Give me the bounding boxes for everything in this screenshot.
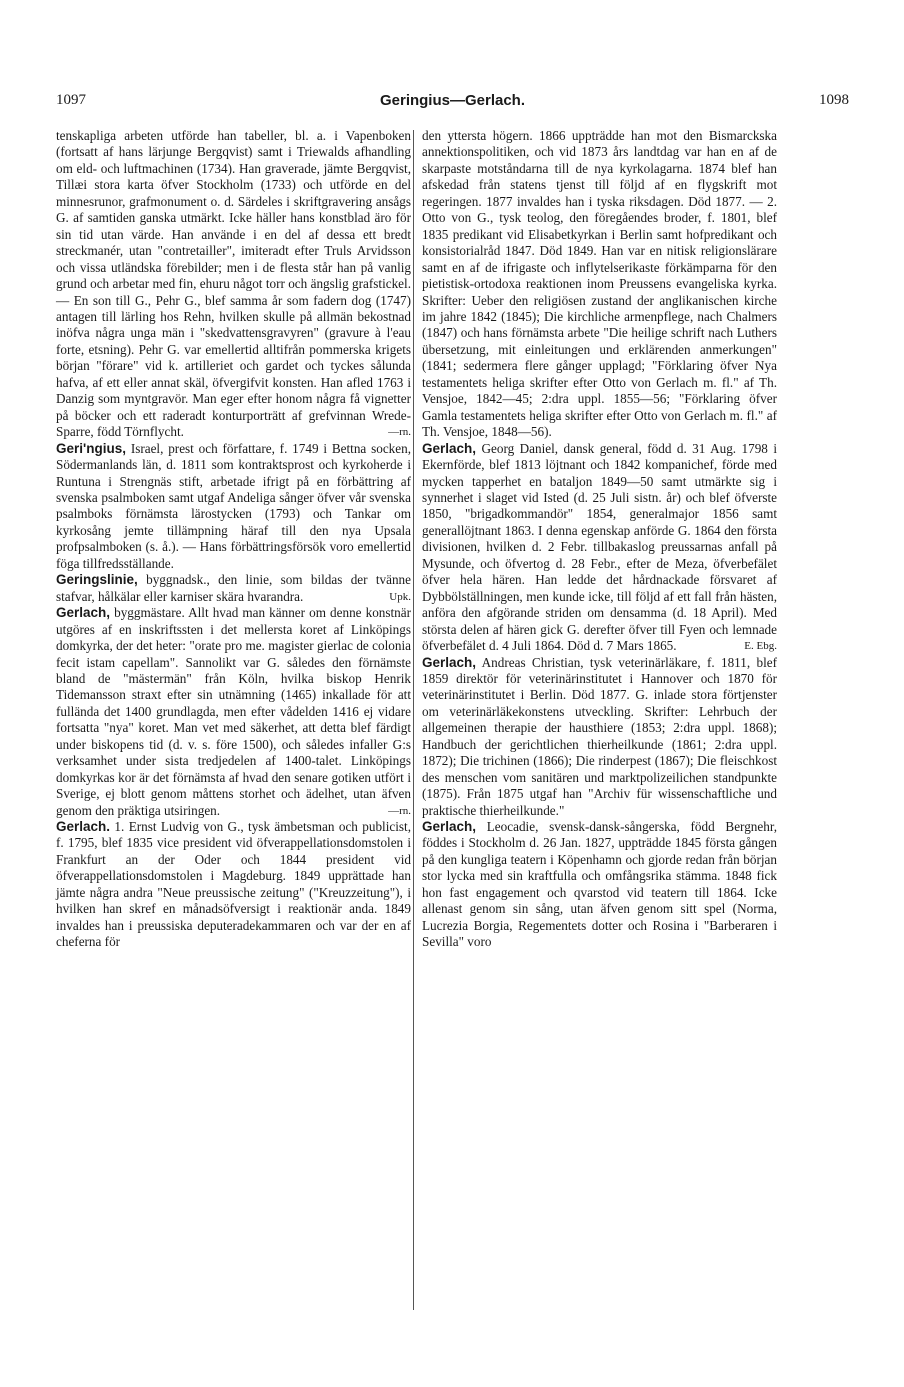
entry <box>56 819 411 951</box>
entry-headword: Gerlach. <box>56 819 111 835</box>
entry <box>56 605 411 819</box>
entry-text: tenskapliga arbeten utförde han tabeller, bl. a. i Vapenboken (fortsatt af hans lärjunge Bergqvist) samt i Triewalds afhandling om eld- och luftmachinen (1734). Han graverade, jämte Bergqvist, Tillæi stora karta öfver Stockholm (1733) och utförde en del minnesrunor, grafmonument o. d. Särdeles i skriftgravering ansågs G. af samtiden ganska utmärkt. Icke häller hans konstblad äro för sin tid utan värde. Han använde i en del af dessa ett bredt streckmanér, utan "contretailler", imiteradt efter Truls Arvidsson och vissa utländska förebilder; men i de flesta står han på vanlig grund och arbetar med fin, ehuru något torr och ängslig grafstickel. — En son till G., Pehr G., blef samma år som fadern dog (1747) antagen till lärling hos Rehn, hvilken skulle på allmän bekostnad inöfva några unga män i "skedvattensgravyren" (gravure à l'eau forte, etsning). Pehr G. var emellertid alltifrån pommerska krigets början "förare" vid k. artilleriet och gardet och tyckes sålunda hafva, af ett eller annat skäl, öfvergifvit konsten. Han afled 1763 i Danzig som myntgravör. Man eger efter honom några få vignetter på böcker och ett raderadt konturporträtt af grefvinnan Wrede-Sparre, född Törnflycht. <box>56 128 411 440</box>
entry-headword: Gerlach, <box>422 654 477 670</box>
entry-text: Israel, prest och författare, f. 1749 i Bettna socken, Södermanlands län, d. 1811 som kontraktsprost och kyrkoherde i Runtuna i Strengnäs stift, arbetade ifrigt på en förbättring af svenska psalmboken samt utgaf Andeliga sånger öfver vår svenska psalmboks förnämsta lärostycken (1793) och Tankar om kyrkosång jemte tillämpning häraf till den nya Upsala profpsalmboken (s. å.). — Hans förbättringsförsök voro emellertid föga tillfredsställande. <box>56 440 412 571</box>
page-number-left: 1097 <box>56 92 86 108</box>
running-head: Geringius—Gerlach. <box>379 92 526 109</box>
entry-text: Leocadie, svensk-dansk-sångerska, född Bergnehr, föddes i Stockholm d. 26 Jan. 1827, uppträdde 1845 första gången på den kungliga teatern i Köpenhamn och gjorde redan från början stor lycka med sin kraftfulla och omfångsrika stämma. 1848 fick hon fast engagement och qvarstod vid teatern till 1864. Icke allenast genom sin sång, utan äfven genom sitt spel (Norma, Lucrezia Borgia, Regementets dotter och Rosina i "Barberaren i Sevilla" voro <box>422 819 777 950</box>
entry-text: 1. Ernst Ludvig von G., tysk ämbetsman och publicist, f. 1795, blef 1835 vice president vid öfverappellationsdomstolen i Frankfurt an der Oder och 1844 president vid öfverappellationsdomstolen i Magdeburg. 1849 upprättade han jämte några andra "Neue preussische zeitung" ("Kreuzzeitung"), i hvilken han skref en månadsöfversigt i reaktionär anda. 1849 invaldes han i preussiska deputeradekammaren och var der en af cheferna för <box>56 819 411 950</box>
entry-text: Georg Daniel, dansk general, född d. 31 Aug. 1798 i Ekernförde, blef 1813 löjtnant och 1842 kompanichef, förde med mycken tapperhet en bataljon 1849—50 samt utmärkte sig i synnerhet i slaget vid Isted (d. 25 Juli sistn. år) och blef öfverste 1850, "brigadkommandör" 1854, generalmajor 1856 samt generallöjtnant 1863. I denna egenskap anförde G. 1864 den första divisionen, hvilken d. 2 Febr. tillbakaslog preussarnas anfall på Mysunde, och öfvertog d. 28 Febr., efter de Meza, öfverbefälet öfver hela hären. Han ledde det hårdnackade försvaret af Dybbölställningen, men kunde icke, till följd af ett fall från hästen, anföra den afgörande striden om densamma (d. 18 April). Med största delen af hären gick G. derefter öfver till Fyen och lemnade öfverbefälet d. 4 Juli 1864. Död d. 7 Mars 1865. <box>422 440 777 654</box>
entry <box>422 655 777 820</box>
entry-text: byggnadsk., den linie, som bildas der tvänne stafvar, hålkälar eller karniser skära hvarandra. <box>56 572 411 604</box>
entry-headword: Gerlach, <box>422 819 477 835</box>
entry-headword: Gerlach, <box>422 440 477 456</box>
entry <box>422 441 777 655</box>
entry-signature: —rn. <box>388 804 411 817</box>
left-column <box>56 128 411 951</box>
page-number-right: 1098 <box>819 92 849 108</box>
entry-headword: Gerlach, <box>56 605 111 621</box>
entry-text: byggmästare. Allt hvad man känner om denne konstnär utgöres af en inskriftssten i det mellersta koret af Linköpings domkyrka, der det heter: "orate pro me. magister gierlac de colonia fecit istam capellam". Sannolikt var G. således den förnämste bland de "mästermän" från Köln, hvilka biskop Henrik Tidemansson straxt efter sin utnämning (1465) inkallade för att fullända det 1400 grundlagda, men efter vådelden 1416 ej vidare fortsatta "nya" koret. Man vet med säkerhet, att detta blef färdigt under biskopens tid (d. v. s. före 1500), och således infaller G:s verksamhet under sista tredjedelen af 1400-talet. Linköpings domkyrkas kor är det förnämsta af hvad den senare gotiken utfört i Sverige, ej blott genom måttens storhet och ädelhet, utan äfven genom den präktiga utsiringen. <box>56 605 412 818</box>
entry-headword: Geringslinie, <box>56 572 138 588</box>
entry-signature: E. Ebg. <box>744 640 777 653</box>
entry-text: Andreas Christian, tysk veterinärläkare, f. 1811, blef 1859 direktör för veterinärinstitutet i Hannover och 1870 för veterinärinstitutet i Berlin. Död 1877. G. inlade stora förtjenster om veterinärläkekonstens utveckling. Skrifter: Lehrbuch der allgemeinen therapie der hausthiere (1853; 2:dra uppl. 1868); Handbuch der gerichtlichen thierheilkunde (1861; 2:dra uppl. 1872); Die trichinen (1866); Die rinderpest (1867); Die fleischkost des menschen vom sanitären und marktpolizeilichen standpunkte (1875). Från 1875 utgaf han "Archiv für wissenschaftliche und praktische thierheilkunde." <box>422 654 778 818</box>
right-column <box>422 128 777 951</box>
entry <box>56 128 411 441</box>
entry-signature: Upk. <box>389 590 411 603</box>
entry-signature: —rn. <box>388 426 411 439</box>
entry <box>422 819 777 951</box>
column-divider <box>413 130 414 1310</box>
entry-headword: Geri'ngius, <box>56 440 126 456</box>
entry <box>56 572 411 605</box>
entry <box>422 128 777 441</box>
page-header <box>56 92 849 114</box>
entry <box>56 441 411 573</box>
entry-text: den yttersta högern. 1866 uppträdde han mot den Bismarckska annektionspolitiken, och vid 1873 års landtdag var han en af de skarpaste motståndarna till de nya kyrkolagarna. 1874 blef han afskedad från statens tjenst till följd af en flygskrift mot regeringen. 1877 invaldes han i tyska riksdagen. Död 1877. — 2. Otto von G., tysk teolog, den föregåendes broder, f. 1801, blef 1835 predikant vid Elisabetkyrkan i Berlin samt hofpredikant och konsistorialråd 1847. Död 1849. Han var en nitisk religionslärare samt en af de ifrigaste och inflytelserikaste förkämparna för den pietistisk-ortodoxa reaktionen inom Preussens evangeliska kyrka. Skrifter: Ueber den religiösen zustand der anglikanischen kirche im jahre 1842 (1845); Die kirchliche armenpflege, nach Chalmers (1847) och hans förnämsta arbete "Die heilige schrift nach Luthers übersetzung, mit einleitungen und erklärenden anmerkungen" (1841; sedermera flere gånger upplagd; "Förklaring öfver Nya testamentets heliga skrifter efter Otto von Gerlach m. fl." af Th. Vensjoe, 1842—45; 2:dra uppl. 1855—56; "Förklaring öfver Gamla testamentets heliga skrifter efter Otto von Gerlach m. fl." af Th. Vensjoe, 1848—56). <box>422 128 777 440</box>
